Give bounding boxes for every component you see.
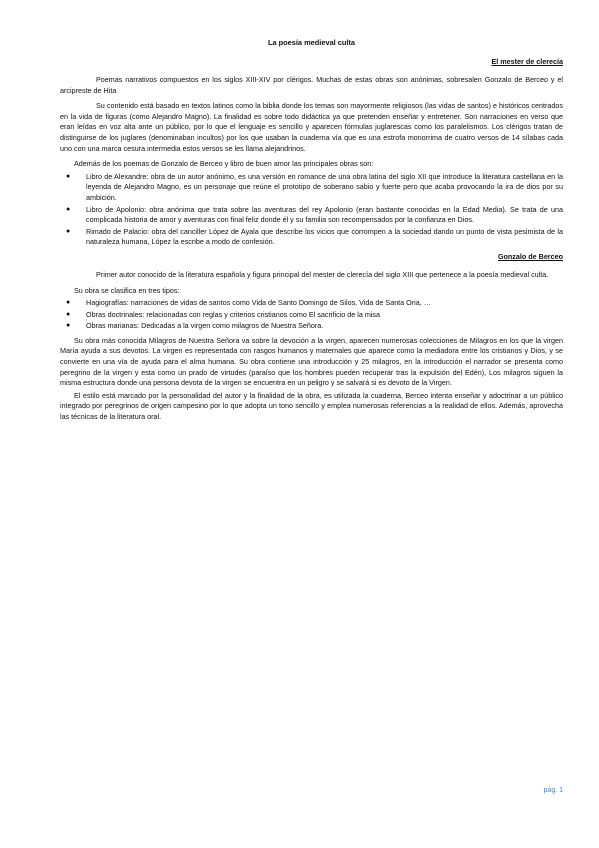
list-item-text: Libro de Apolonio: obra anónima que trata sobre las aventuras del rey Apolonio (eran bastante conocidas en la Edad Media). Se trata de una complicada historia de amor y aventuras con final feliz donde él y su familia son recompensados por la confianza en Dios. (86, 204, 563, 225)
content-paragraph: Su contenido está basado en textos latinos como la biblia donde los temas son mayormente religiosos (las vidas de santos) e históricos centrados en la vida de figuras (como Alejandro Magno). La finalidad es sobre todo didáctica ya que pretenden enseñar y entretener. Son narraciones en verso que eran leídas en voz alta ante un público, por lo que el lenguaje es sencillo y aparecen fórmulas juglarescas como los paralelismos. Los clérigos tratan de distinguirse de los juglares (denominaban incultos) por los que usaban la cuaderna vía que es una estrofa monorrima de cuatro versos de 14 sílabas cada uno con una marca cesura intermedia estos versos se les llama alejandrinos. (60, 101, 563, 153)
works-list (60, 172, 563, 248)
list-item (66, 321, 563, 332)
berceo-intro: Primer autor conocido de la literatura española y figura principal del mester de clerecía del siglo XIII que pertenece a la poesía medieval culta. (96, 269, 549, 279)
bullet-icon: ● (66, 322, 71, 330)
works-intro: Además de los poemas de Gonzalo de Berceo y libro de buen amor las principales obras son: (74, 159, 374, 169)
bullet-icon: ● (66, 310, 71, 318)
section-heading-mester: El mester de clerecía (491, 57, 563, 66)
types-intro: Su obra se clasifica en tres tipos: (74, 285, 180, 295)
list-item-text: Hagiografías: narraciones de vidas de santos como Vida de Santo Domingo de Silos, Vida de Santa Oria, … (86, 298, 431, 308)
list-item (66, 309, 563, 321)
types-list (60, 298, 563, 332)
section-heading-berceo: Gonzalo de Berceo (497, 251, 563, 261)
bullet-icon: ● (66, 299, 71, 307)
milagros-paragraph: Su obra más conocida Milagros de Nuestra Señora va sobre la devoción a la virgen, aparecen numerosas colecciones de Milagros en los que la virgen María ayuda a sus devotos. La virgen es representada con rasgos humanos y maternales que aparece como la mediadora entre los cristianos y Dios, y se convierte en una vía de ayuda para el alma humana. Su obra contiene una introducción y 25 milagros, en la introducción el narrador se presenta como peregrino de la virgen y esta como un prado de virtudes (paraíso que los hombres pueden recuperar tras la expulsión del Edén), Los milagros siguen la misma estructura donde una persona devota de la virgen se encuentra en un peligro y se salvará si es devoto de la Virgen. (60, 335, 563, 388)
list-item-text: Rimado de Palacio: obra del canciller López de Ayala que describe los vicios que corrompen a la sociedad dando un punto de vista pesimista de la naturaleza humana, López la escribe a modo de confesión. (86, 226, 563, 247)
list-item (66, 171, 563, 204)
list-item (66, 298, 563, 309)
bullet-icon: ● (66, 205, 71, 213)
bullet-icon: ● (66, 227, 71, 235)
intro-paragraph: Poemas narrativos compuestos en los siglos XIII-XIV por clérigos. Muchas de estas obras son anónimas, sobresalen Gonzalo de Berceo y el arcipreste de Hita (60, 75, 563, 95)
list-item-text: Libro de Alexandre: obra de un autor anónimo, es una versión en romance de una obra latina del siglo XII que introduce la literatura castellana en la leyenda de Alejandro Magno, es un personaje que reúne el prototipo de soberano sabio y fuerte pero que acaba provocando la ira de dios por su ambición. (86, 171, 563, 202)
page-number: pág. 1 (543, 787, 563, 794)
list-item (66, 226, 563, 248)
document-title: La poesía medieval culta (267, 38, 356, 47)
bullet-icon: ● (66, 172, 71, 180)
list-item-text: Obras marianas: Dedicadas a la virgen como milagros de Nuestra Señora. (86, 321, 324, 331)
list-item-text: Obras doctrinales: relacionadas con reglas y criterios cristianos como El sacrificio de la misa (86, 309, 381, 319)
list-item (66, 204, 563, 226)
style-paragraph: El estilo está marcado por la personalidad del autor y la finalidad de la obra, es utilizada la cuaderna, Berceo intenta enseñar y adoctrinar a un público integrado por peregrinos de origen campesino por lo que adopta un tono sencillo y emplea numerosas referencias a la realidad de ellos. Además, aprovecha las técnicas de la literatura oral. (60, 390, 563, 422)
